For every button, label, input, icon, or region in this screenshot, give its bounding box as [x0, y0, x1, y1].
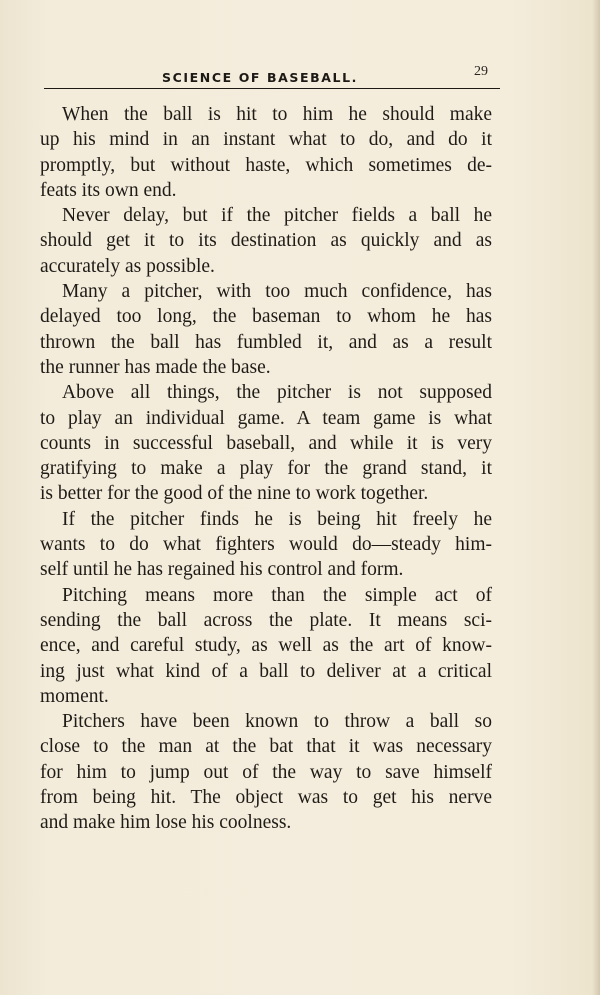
text-line: from being hit. The object was to get his nerve — [40, 787, 492, 809]
text-line: feats its own end. — [40, 179, 177, 201]
text-line: counts in successful baseball, and while it is very — [40, 432, 492, 454]
paragraph — [40, 583, 492, 709]
text-line: accurately as possible. — [40, 255, 215, 277]
header-rule — [44, 88, 500, 89]
text-line: thrown the ball has fumbled it, and as a result — [40, 331, 492, 353]
text-line: moment. — [40, 685, 109, 707]
text-line: and make him lose his coolness. — [40, 812, 292, 834]
text-line: Never delay, but if the pitcher fields a ball he — [62, 205, 492, 227]
paragraph — [40, 203, 492, 279]
text-line: ence, and careful study, as well as the art of know- — [40, 635, 492, 657]
text-line: promptly, but without haste, which sometimes de- — [40, 154, 492, 176]
page-edge-shadow — [592, 0, 600, 995]
paragraph — [40, 102, 492, 203]
text-line: the runner has made the base. — [40, 356, 271, 378]
paragraph — [40, 507, 492, 583]
text-line: to play an individual game. A team game is what — [40, 407, 492, 429]
text-line: wants to do what fighters would do—steady him- — [40, 534, 492, 556]
text-line: for him to jump out of the way to save himself — [40, 761, 492, 783]
text-line: should get it to its destination as quickly and as — [40, 230, 492, 252]
text-line: When the ball is hit to him he should make — [62, 104, 492, 125]
text-line: Pitchers have been known to throw a ball so — [62, 711, 492, 733]
text-line: Pitching means more than the simple act of — [62, 584, 492, 606]
text-line: delayed too long, the baseman to whom he has — [40, 306, 492, 328]
text-line: close to the man at the bat that it was necessary — [40, 736, 492, 758]
text-line: sending the ball across the plate. It means sci- — [40, 609, 492, 631]
text-line: self until he has regained his control and form. — [40, 559, 404, 581]
text-line: gratifying to make a play for the grand stand, it — [40, 458, 492, 480]
text-line: If the pitcher finds he is being hit freely he — [62, 508, 492, 530]
body-text — [40, 102, 492, 836]
text-line: is better for the good of the nine to work together. — [40, 483, 429, 505]
text-line: up his mind in an instant what to do, and do it — [40, 129, 492, 151]
running-title: SCIENCE OF BASEBALL. — [162, 70, 359, 85]
page-number: 29 — [474, 64, 488, 79]
text-line: Above all things, the pitcher is not supposed — [62, 382, 492, 404]
text-line: ing just what kind of a ball to deliver at a critical — [40, 660, 492, 682]
running-header — [44, 64, 500, 92]
paragraph — [40, 709, 492, 835]
paragraph — [40, 380, 492, 506]
paragraph — [40, 279, 492, 380]
text-line: Many a pitcher, with too much confidence, has — [62, 281, 492, 303]
